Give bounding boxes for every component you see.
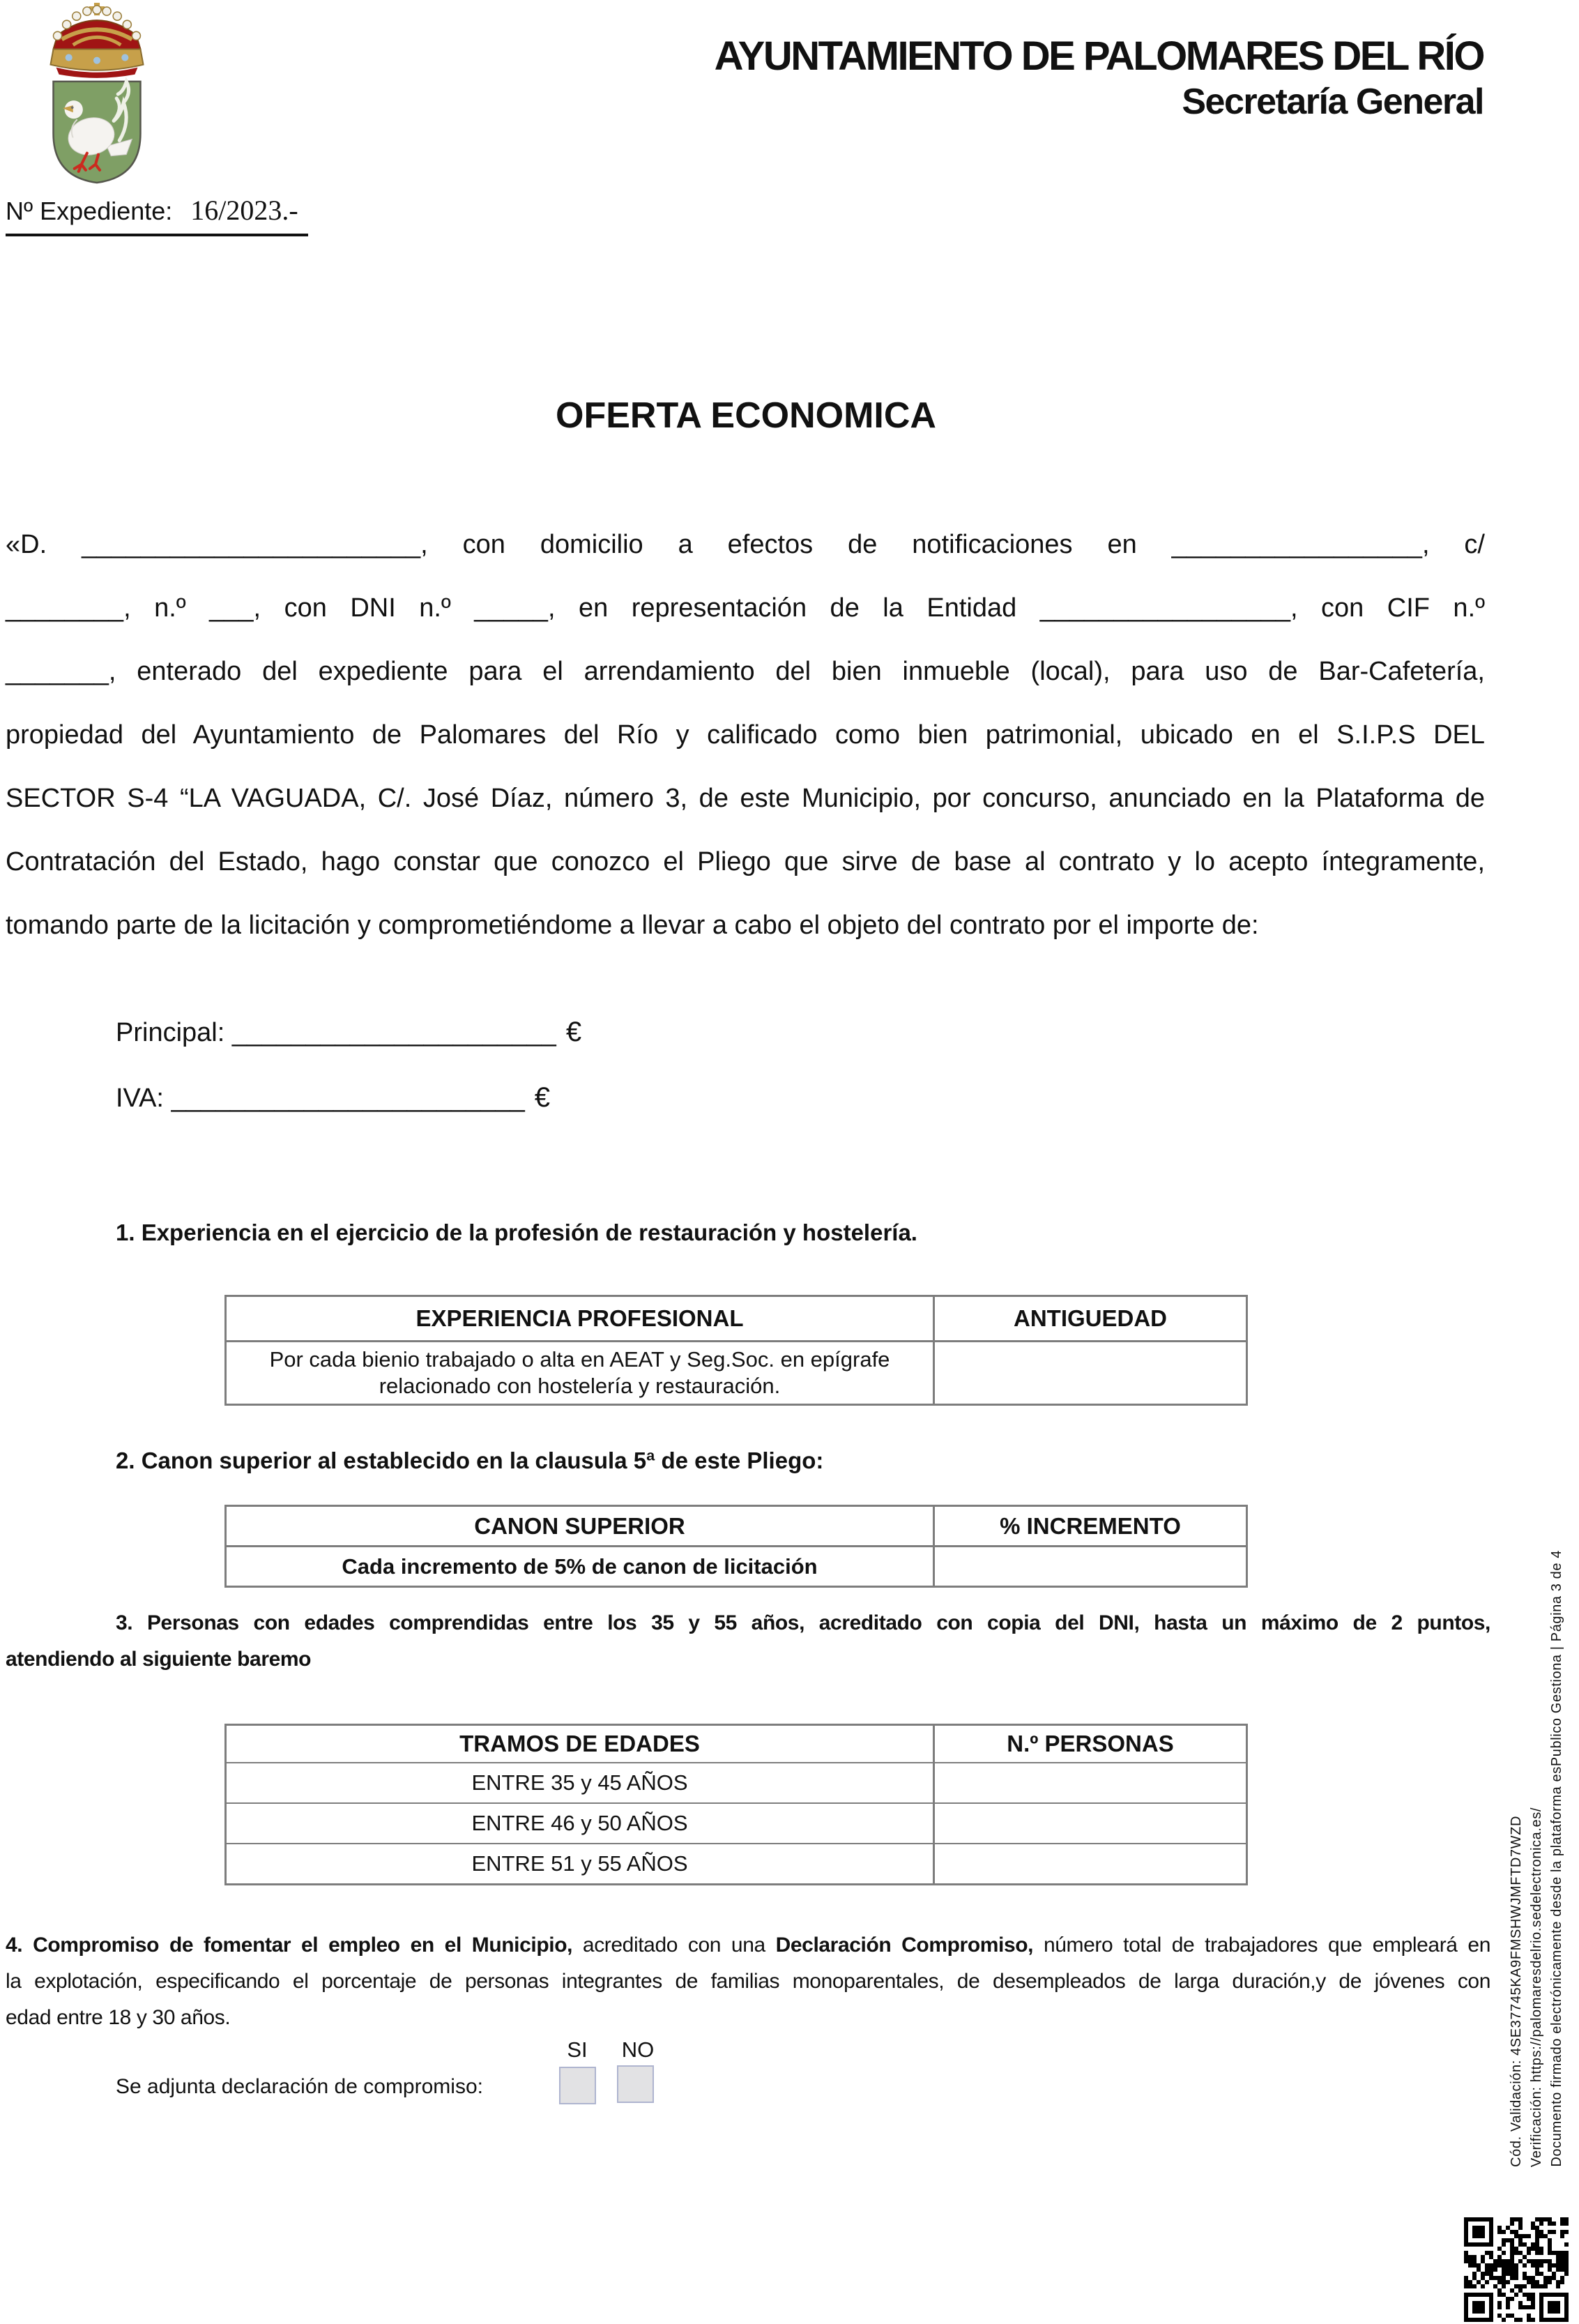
section1-heading: 1. Experiencia en el ejercicio de la profesión de restauración y hostelería. [116, 1220, 917, 1245]
section3-paragraph [6, 1605, 1490, 1678]
principal-line [116, 1015, 581, 1050]
intro-line: propiedad del Ayuntamiento de Palomares del Río y calificado como bien patrimonial, ubicado en el S.I.P.S DEL [6, 720, 1485, 750]
validation-code-text: Cód. Validación: 4SE37745KA9FMSHWJMFTD7WZD [1509, 1816, 1524, 2167]
table-empty-cell [933, 1547, 1246, 1586]
org-department: Secretaría General [1182, 82, 1483, 122]
principal-blank-field: ______________________ [231, 1018, 556, 1047]
yes-checkbox[interactable] [559, 2067, 596, 2104]
section3-line: 3. Personas con edades comprendidas entre los 35 y 55 años, acreditado con copia del DNI, hasta un máximo de 2 puntos, [116, 1611, 1490, 1634]
declaration-label: Se adjunta declaración de compromiso: [116, 2075, 483, 2098]
section4-bold: 4. Compromiso de fomentar el empleo en el Municipio, [6, 1934, 573, 1957]
qr-code-icon [1464, 2217, 1569, 2322]
table-cell: ENTRE 35 y 45 AÑOS [471, 1770, 688, 1795]
table-header-cell: N.º PERSONAS [933, 1726, 1246, 1762]
org-name: AYUNTAMIENTO DE PALOMARES DEL RÍO [714, 33, 1483, 79]
section4-regular: acreditado con una [582, 1934, 765, 1957]
euro-sign: € [534, 1082, 551, 1113]
table-cell: ENTRE 51 y 55 AÑOS [471, 1851, 688, 1876]
principal-label: Principal: [116, 1018, 225, 1047]
section4-paragraph [6, 1927, 1490, 2036]
intro-line: Contratación del Estado, hago constar que conozco el Pliego que sirve de base al contrato y lo acepto íntegramente, [6, 847, 1485, 876]
section4-regular: número total de trabajadores que empleará en [1043, 1934, 1490, 1957]
table-empty-cell [933, 1342, 1246, 1404]
yes-label: SI [567, 2037, 588, 2062]
table-empty-cell [933, 1844, 1246, 1883]
expediente-label: Nº Expediente: [6, 197, 173, 225]
validation-sidebar [1509, 1407, 1565, 2167]
euro-sign: € [565, 1017, 582, 1047]
table-header-cell: EXPERIENCIA PROFESIONAL [415, 1305, 744, 1331]
section4-bold: Declaración Compromiso, [775, 1934, 1034, 1957]
canon-table [224, 1505, 1248, 1588]
signature-note-text: Documento firmado electrónicamente desde la plataforma esPublico Gestiona | Página 3 de 4 [1549, 1550, 1564, 2167]
section4-line [6, 1927, 1490, 1964]
section4-line: edad entre 18 y 30 años. [6, 2006, 231, 2029]
section3-line: atendiendo al siguiente baremo [6, 1648, 312, 1671]
page-title: OFERTA ECONOMICA [556, 395, 936, 436]
iva-label: IVA: [116, 1084, 164, 1113]
amounts-block [116, 1015, 581, 1116]
iva-line [116, 1080, 581, 1116]
expediente-line [6, 194, 308, 236]
intro-line: tomando parte de la licitación y comprometiéndome a llevar a cabo el objeto del contrato por el importe de: [6, 911, 1259, 940]
intro-line: SECTOR S-4 “LA VAGUADA, C/. José Díaz, número 3, de este Municipio, por concurso, anunciado en la Plataforma de [6, 784, 1485, 813]
table-header-cell: % INCREMENTO [933, 1507, 1246, 1545]
table-cell: ENTRE 46 y 50 AÑOS [471, 1811, 688, 1835]
table-empty-cell [933, 1804, 1246, 1843]
table-empty-cell [933, 1763, 1246, 1802]
expediente-value: 16/2023.- [190, 195, 298, 226]
table-header-cell: CANON SUPERIOR [474, 1512, 685, 1539]
org-header [715, 35, 1483, 121]
table-cell: Cada incremento de 5% de canon de licitación [342, 1554, 818, 1579]
table-cell: Por cada bienio trabajado o alta en AEAT y Seg.Soc. en epígrafe relacionado con hostelería y restauración. [269, 1347, 890, 1398]
iva-blank-field: ________________________ [171, 1084, 525, 1113]
intro-line: ________, n.º ___, con DNI n.º _____, en representación de la Entidad _________________, con CIF n.º [6, 593, 1485, 623]
section4-line: la explotación, especificando el porcentaje de personas integrantes de familias monoparentales, de desempleados de larga duración,y de jóvenes con [6, 1970, 1490, 1993]
intro-paragraph [6, 513, 1485, 957]
no-label: NO [621, 2037, 655, 2062]
intro-line: _______, enterado del expediente para el arrendamiento del bien inmueble (local), para uso de Bar-Cafetería, [6, 657, 1485, 686]
coat-of-arms-icon [40, 3, 153, 185]
experience-table [224, 1295, 1248, 1406]
section2-heading: 2. Canon superior al establecido en la clausula 5ª de este Pliego: [116, 1448, 824, 1473]
table-header-cell: TRAMOS DE EDADES [459, 1731, 700, 1756]
ages-table [224, 1724, 1248, 1885]
no-checkbox[interactable] [617, 2065, 654, 2103]
intro-line: «D. _______________________, con domicilio a efectos de notificaciones en _________________, c/ [6, 530, 1485, 559]
verification-url-text: Verificación: https://palomaresdelrio.sedelectronica.es/ [1529, 1807, 1544, 2167]
table-header-cell: ANTIGUEDAD [933, 1297, 1246, 1340]
